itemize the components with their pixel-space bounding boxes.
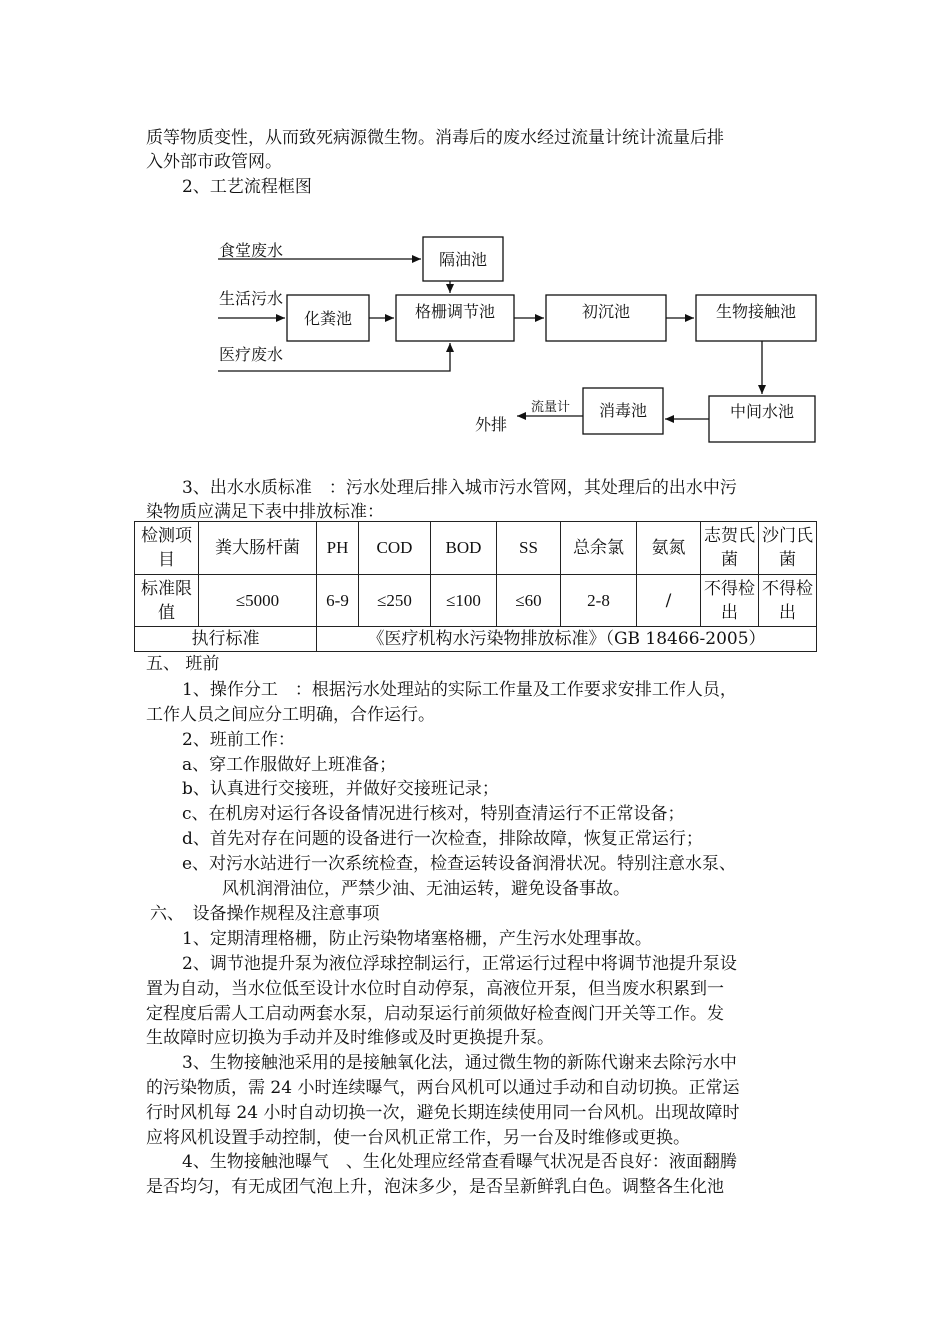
section5-item-d: d、首先对存在问题的设备进行一次检查，排除故障，恢复正常运行； [182, 829, 703, 849]
section6-p2-line-2: 置为自动，当水位低至设计水位时自动停泵，高液位开泵，但当废水积累到一 [146, 979, 724, 999]
section6-p2-line-3: 定程度后需人工启动两套水泵，启动泵运行前须做好检查阀门开关等工作。发 [146, 1004, 724, 1024]
section6-p4-line-1: 4、生物接触池曝气 、生化处理应经常查看曝气状况是否良好：液面翻腾 [182, 1152, 737, 1172]
bio-contact-label: 生物接触池 [715, 302, 797, 321]
section5-item-e-line-1: e、对污水站进行一次系统检查，检查运转设备润滑状况。特别注意水泵、 [182, 854, 737, 874]
header-cell: 粪大肠杆菌 [199, 522, 317, 575]
header-cell: 检测项目 [135, 522, 199, 575]
section6-p4-line-2: 是否均匀，有无成团气泡上升，泡沫多少，是否呈新鲜乳白色。调整各生化池 [146, 1177, 724, 1197]
flow-heading: 2、工艺流程框图 [182, 177, 312, 197]
screen-tank-label: 格栅调节池 [414, 302, 496, 321]
standard-intro-line-2: 染物质应满足下表中排放标准： [146, 502, 384, 522]
header-cell: PH [317, 522, 359, 575]
value-cell: ≤250 [359, 575, 431, 627]
section5-p1-line-2: 工作人员之间应分工明确，合作运行。 [146, 705, 435, 725]
section5-item-b: b、认真进行交接班，并做好交接班记录； [182, 779, 499, 799]
section6-p3-line-3: 行时风机每 24 小时自动切换一次，避免长期连续使用同一台风机。出现故障时 [146, 1103, 740, 1123]
header-cell: SS [497, 522, 561, 575]
value-cell: 6-9 [317, 575, 359, 627]
value-cell: ≤5000 [199, 575, 317, 627]
table-header-row [135, 522, 817, 575]
standard-intro-line-1: 3、出水水质标准 ：污水处理后排入城市污水管网，其处理后的出水中污 [182, 478, 737, 498]
table-limit-row [135, 575, 817, 627]
value-cell: ≤60 [497, 575, 561, 627]
value-cell: / [637, 575, 701, 627]
section6-p3-line-2: 的污染物质，需 24 小时连续曝气，两台风机可以通过手动和自动切换。正常运 [146, 1078, 740, 1098]
section5-title: 五、 班前 [146, 654, 220, 674]
section6-p2-line-1: 2、调节池提升泵为液位浮球控制运行，正常运行过程中将调节池提升泵设 [182, 954, 737, 974]
header-cell: COD [359, 522, 431, 575]
input-canteen-label: 食堂废水 [219, 241, 284, 260]
section5-p1-line-1: 1、操作分工 ：根据污水处理站的实际工作量及工作要求安排工作人员， [182, 680, 737, 700]
section5-item-a: a、穿工作服做好上班准备； [182, 755, 397, 775]
section5-item-e-line-2: 风机润滑油位，严禁少油、无油运转，避免设备事故。 [222, 879, 630, 899]
section5-item-c: c、在机房对运行各设备情况进行核对，特别查清运行不正常设备； [182, 804, 685, 824]
septic-tank-label: 化粪池 [303, 309, 353, 328]
row-label-cell: 标准限值 [135, 575, 199, 627]
input-medical-label: 医疗废水 [219, 345, 284, 364]
section6-p2-line-4: 生故障时应切换为手动并及时维修或及时更换提升泵。 [146, 1028, 554, 1048]
section6-p3-line-1: 3、生物接触池采用的是接触氧化法，通过微生物的新陈代谢来去除污水中 [182, 1053, 737, 1073]
middle-tank-label: 中间水池 [729, 402, 795, 421]
section6-title: 六、 设备操作规程及注意事项 [150, 904, 380, 924]
input-domestic-label: 生活污水 [219, 289, 284, 308]
header-cell: BOD [431, 522, 497, 575]
discharge-standard-table [134, 521, 817, 652]
intro-line-2: 入外部市政管网。 [146, 152, 282, 172]
outlet-label: 外排 [475, 415, 508, 434]
grease-trap-label: 隔油池 [438, 250, 488, 269]
intro-line-1: 质等物质变性，从而致死病源微生物。消毒后的废水经过流量计统计流量后排 [146, 128, 724, 148]
flowmeter-label: 流量计 [531, 400, 571, 415]
value-cell: 2-8 [561, 575, 637, 627]
header-cell: 沙门氏菌 [759, 522, 817, 575]
value-cell: 不得检出 [759, 575, 817, 627]
header-cell: 氨氮 [637, 522, 701, 575]
header-cell: 总余氯 [561, 522, 637, 575]
value-cell: ≤100 [431, 575, 497, 627]
section6-p3-line-4: 应将风机设置手动控制，使一台风机正常工作，另一台及时维修或更换。 [146, 1128, 690, 1148]
exec-label-cell: 执行标准 [135, 627, 317, 652]
process-flow-diagram [0, 0, 950, 470]
section5-p2: 2、班前工作： [182, 730, 295, 750]
table-exec-row [135, 627, 817, 652]
exec-value-cell: 《医疗机构水污染物排放标准》（GB 18466-2005） [317, 627, 817, 652]
value-cell: 不得检出 [701, 575, 759, 627]
disinfection-label: 消毒池 [598, 401, 648, 420]
header-cell: 志贺氏菌 [701, 522, 759, 575]
primary-settling-label: 初沉池 [581, 302, 631, 321]
section6-p1: 1、定期清理格栅，防止污染物堵塞格栅，产生污水处理事故。 [182, 929, 652, 949]
